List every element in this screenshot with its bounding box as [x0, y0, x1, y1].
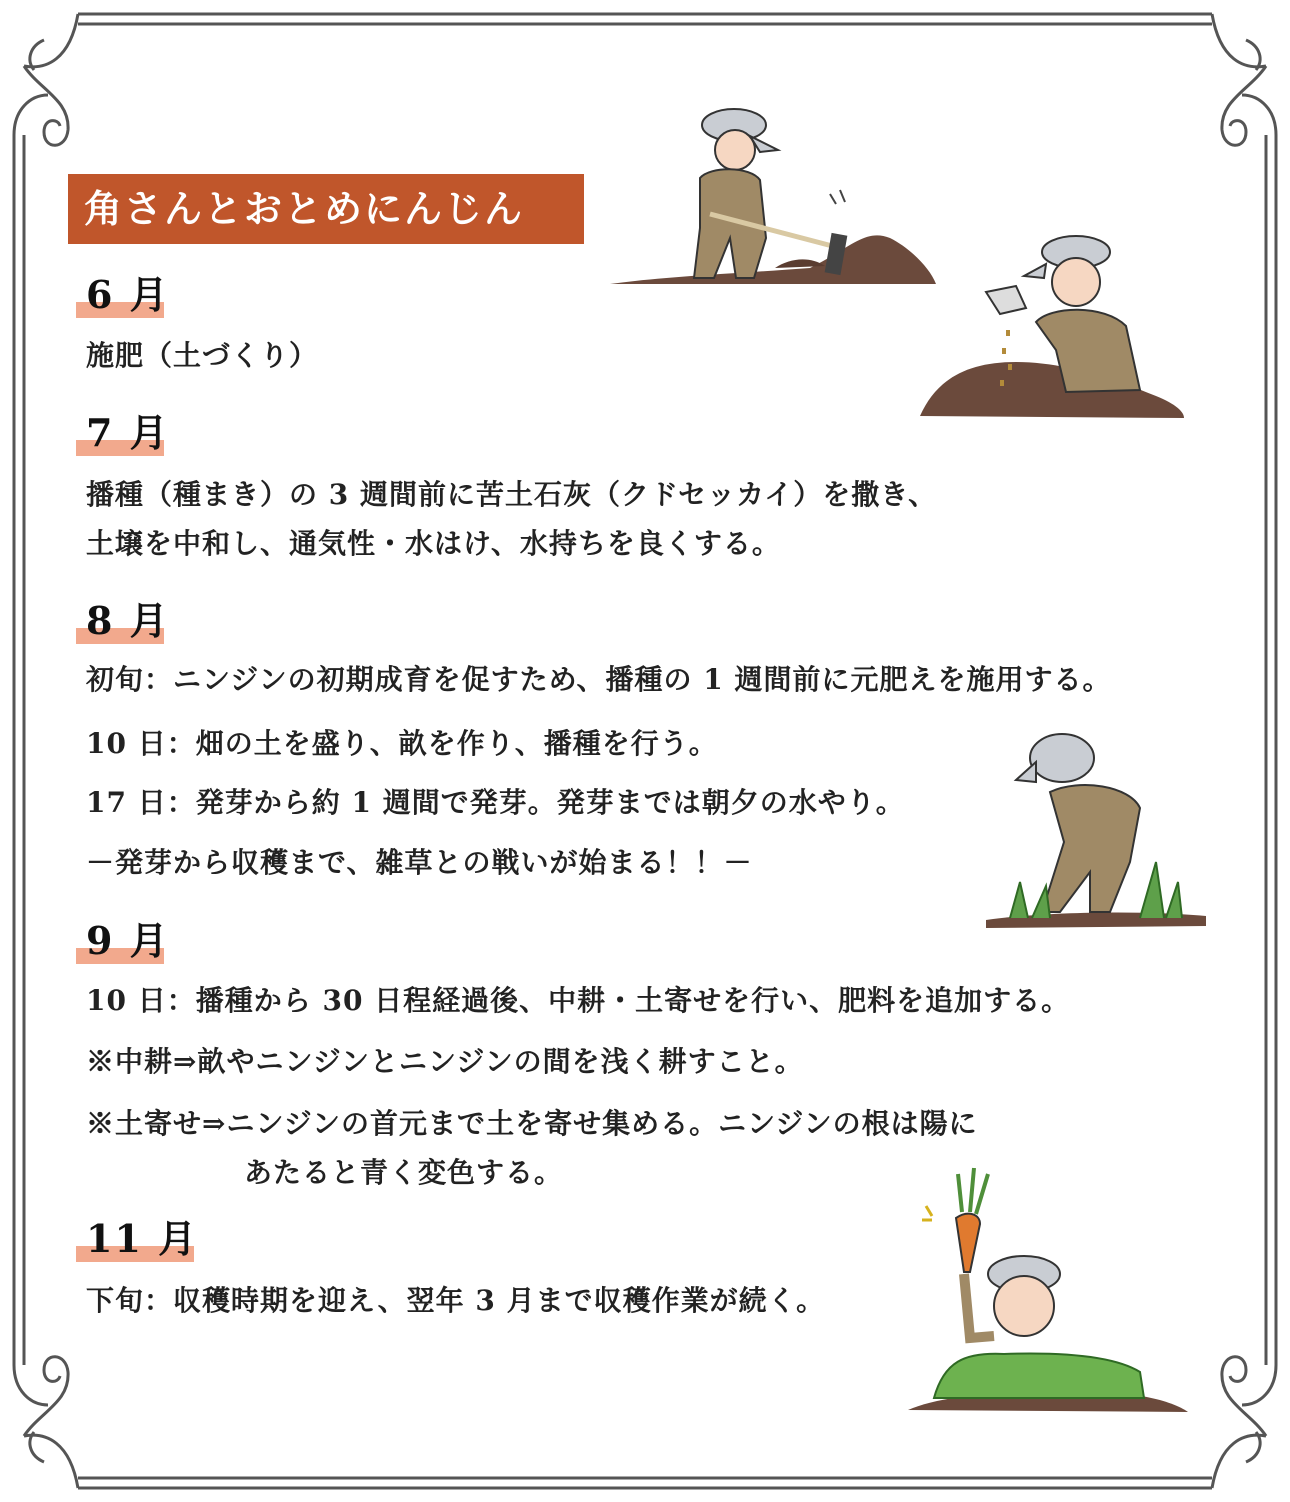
september-text-1: 10 日：播種から 30 日程経過後、中耕・土寄せを行い、肥料を追加する。 [86, 984, 1071, 1017]
farmer-carrot-illustration [904, 1162, 1192, 1416]
july-text-1: 播種（種まき）の 3 週間前に苦土石灰（クドセッカイ）を撒き、 [86, 478, 938, 511]
september-text-3: ※土寄せ⇒ニンジンの首元まで土を寄せ集める。ニンジンの根は陽に [86, 1107, 978, 1140]
farmer-sowing-illustration [916, 230, 1188, 422]
november-text: 下旬：収穫時期を迎え、翌年 3 月まで収穫作業が続く。 [86, 1284, 826, 1317]
august-text-3: 17 日：発芽から約 1 週間で発芽。発芽までは朝夕の水やり。 [86, 786, 905, 819]
month-heading-november: 11 月 [76, 1216, 198, 1262]
august-text-1: 初旬：ニンジンの初期成育を促すため、播種の 1 週間前に元肥えを施用する。 [86, 663, 1112, 696]
september-text-2: ※中耕⇒畝やニンジンとニンジンの間を浅く耕すこと。 [86, 1045, 804, 1078]
july-text-2: 土壌を中和し、通気性・水はけ、水持ちを良くする。 [86, 527, 781, 560]
june-text: 施肥（土づくり） [86, 339, 319, 372]
month-heading-august: 8 月 [76, 598, 170, 644]
farmer-weeding-illustration [980, 722, 1212, 932]
farmer-digging-illustration [610, 98, 940, 294]
august-text-2: 10 日：畑の土を盛り、畝を作り、播種を行う。 [86, 727, 718, 760]
september-text-4: あたると青く変色する。 [244, 1156, 564, 1189]
page-title: 角さんとおとめにんじん [68, 174, 584, 244]
month-heading-july: 7 月 [76, 410, 170, 456]
august-text-4: －発芽から収穫まで、雑草との戦いが始まる！！－ [86, 846, 753, 879]
month-heading-september: 9 月 [76, 918, 170, 964]
month-heading-june: 6 月 [76, 272, 170, 318]
